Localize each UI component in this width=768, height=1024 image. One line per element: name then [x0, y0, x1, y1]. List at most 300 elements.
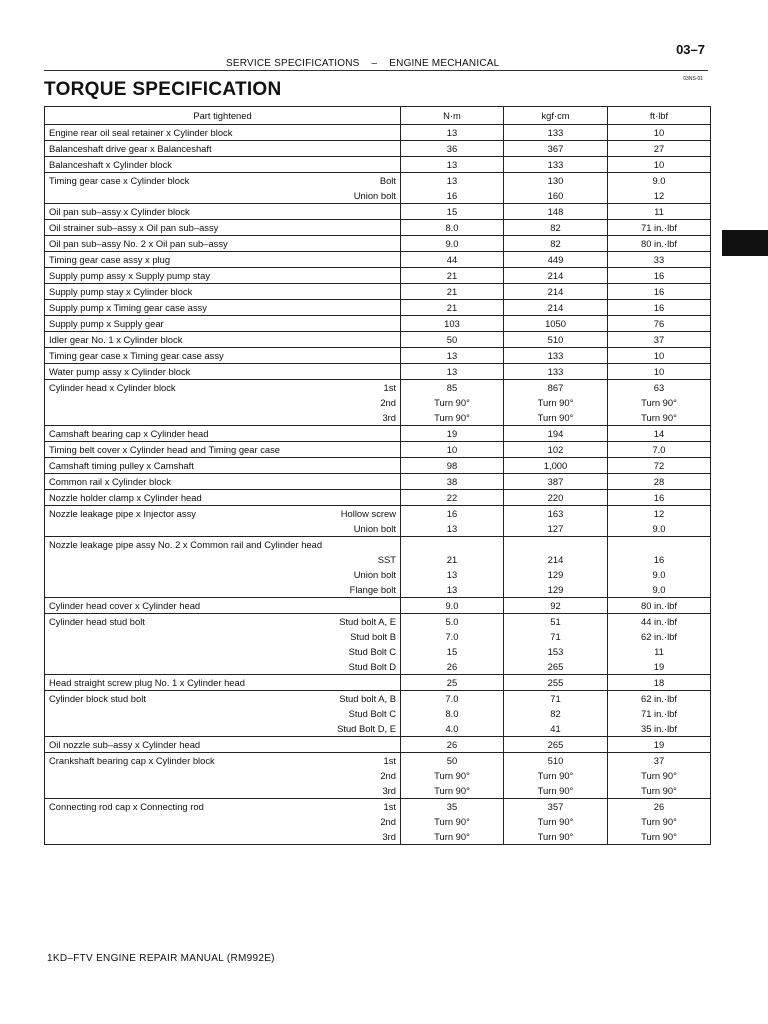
- part-cell: [45, 284, 401, 300]
- running-header: [226, 58, 499, 69]
- value-kgf-cell: [504, 364, 608, 380]
- value-nm-cell: [401, 284, 504, 300]
- value-kgf: 160: [547, 190, 564, 201]
- table-row: [45, 332, 711, 348]
- value-ftlbf: 9.0: [652, 175, 666, 186]
- value-nm-cell: [401, 537, 504, 598]
- value-nm: 21: [446, 286, 458, 297]
- part-name: Timing gear case x Cylinder block: [49, 175, 190, 186]
- value-ftlbf: 63: [653, 382, 665, 393]
- value-kgf: 153: [547, 646, 564, 657]
- part-sub-label: Stud bolt A, E: [339, 616, 396, 627]
- value-nm: 21: [446, 270, 458, 281]
- value-ftlbf: [612, 537, 706, 552]
- value-ftlbf-cell: [608, 799, 711, 845]
- value-ftlbf: 12: [653, 508, 665, 519]
- part-cell: [45, 426, 401, 442]
- table-row: [45, 300, 711, 316]
- value-kgf: 130: [547, 175, 564, 186]
- value-kgf: 220: [547, 492, 564, 503]
- value-ftlbf: 33: [653, 254, 665, 265]
- value-ftlbf-cell: [608, 220, 711, 236]
- part-name: Cylinder head cover x Cylinder head: [49, 600, 201, 611]
- part-cell: [45, 173, 401, 204]
- part-cell: [45, 691, 401, 737]
- value-nm: 16: [446, 508, 458, 519]
- part-cell: [45, 141, 401, 157]
- value-ftlbf: 72: [653, 460, 665, 471]
- value-kgf: 133: [547, 127, 564, 138]
- part-name: Balanceshaft x Cylinder block: [49, 159, 172, 170]
- part-name: Camshaft bearing cap x Cylinder head: [49, 428, 209, 439]
- section-tab-marker: [722, 230, 768, 256]
- value-ftlbf: 37: [653, 334, 665, 345]
- value-ftlbf: 16: [653, 492, 665, 503]
- part-sub-label: Stud Bolt C: [348, 646, 396, 657]
- value-nm: 25: [446, 677, 458, 688]
- part-sub-label: Stud bolt A, B: [339, 693, 396, 704]
- table-row: [45, 204, 711, 220]
- part-cell: [45, 753, 401, 799]
- value-ftlbf: 71 in.·lbf: [641, 222, 677, 233]
- value-nm: 13: [446, 159, 458, 170]
- table-row: [45, 537, 711, 598]
- table-row: [45, 675, 711, 691]
- part-cell: [45, 506, 401, 537]
- table-row: [45, 458, 711, 474]
- value-ftlbf-cell: [608, 125, 711, 141]
- value-ftlbf-cell: [608, 300, 711, 316]
- value-nm: 36: [446, 143, 458, 154]
- part-name: Camshaft timing pulley x Camshaft: [49, 460, 194, 471]
- value-nm: 13: [446, 523, 458, 534]
- value-nm: 21: [446, 554, 458, 565]
- col-header-part: Part tightened: [45, 107, 401, 125]
- value-ftlbf: 9.0: [652, 584, 666, 595]
- value-nm-cell: [401, 675, 504, 691]
- value-ftlbf: 9.0: [652, 523, 666, 534]
- value-nm: 98: [446, 460, 458, 471]
- part-sub-label: Bolt: [379, 175, 396, 186]
- part-cell: [45, 380, 401, 426]
- value-ftlbf: 80 in.·lbf: [641, 238, 677, 249]
- value-kgf: 92: [550, 600, 561, 611]
- value-kgf-cell: [504, 753, 608, 799]
- value-ftlbf-cell: [608, 364, 711, 380]
- value-ftlbf-cell: [608, 426, 711, 442]
- table-row: [45, 506, 711, 537]
- table-row: [45, 141, 711, 157]
- value-kgf-cell: [504, 332, 608, 348]
- value-ftlbf-cell: [608, 614, 711, 675]
- part-sub-label: Hollow screw: [340, 508, 396, 519]
- value-kgf-cell: [504, 598, 608, 614]
- value-nm: 85: [446, 382, 458, 393]
- value-ftlbf: 19: [653, 661, 665, 672]
- value-ftlbf: 10: [653, 350, 665, 361]
- value-ftlbf-cell: [608, 157, 711, 173]
- value-nm: [405, 537, 499, 552]
- value-kgf-cell: [504, 675, 608, 691]
- header-separator: –: [371, 58, 378, 69]
- value-ftlbf-cell: [608, 173, 711, 204]
- table-row: [45, 220, 711, 236]
- part-cell: [45, 490, 401, 506]
- value-nm-cell: [401, 252, 504, 268]
- value-ftlbf-cell: [608, 537, 711, 598]
- value-kgf-cell: [504, 125, 608, 141]
- value-nm: 26: [446, 739, 458, 750]
- value-nm-cell: [401, 753, 504, 799]
- part-cell: [45, 737, 401, 753]
- value-nm: 50: [446, 334, 458, 345]
- part-cell: [45, 799, 401, 845]
- part-sub-label: Stud Bolt C: [348, 708, 396, 719]
- value-ftlbf: 7.0: [652, 444, 666, 455]
- document-code: 03NS-01: [683, 76, 703, 82]
- table-row: [45, 364, 711, 380]
- value-nm: Turn 90°: [434, 816, 470, 827]
- part-name: Crankshaft bearing cap x Cylinder block: [49, 755, 215, 766]
- value-kgf-cell: [504, 236, 608, 252]
- part-name: Supply pump x Timing gear case assy: [49, 302, 207, 313]
- value-nm-cell: [401, 442, 504, 458]
- value-ftlbf: 16: [653, 302, 665, 313]
- value-kgf: 214: [547, 270, 564, 281]
- value-nm-cell: [401, 332, 504, 348]
- part-sub-label: 1st: [383, 382, 396, 393]
- value-ftlbf: Turn 90°: [641, 397, 677, 408]
- value-nm-cell: [401, 474, 504, 490]
- value-kgf: Turn 90°: [537, 770, 574, 781]
- value-nm: 9.0: [445, 238, 459, 249]
- value-nm: 44: [446, 254, 458, 265]
- part-sub-label: Union bolt: [353, 569, 396, 580]
- value-kgf-cell: [504, 691, 608, 737]
- part-cell: [45, 220, 401, 236]
- value-kgf-cell: [504, 490, 608, 506]
- value-kgf: 214: [547, 286, 564, 297]
- value-nm-cell: [401, 458, 504, 474]
- value-ftlbf-cell: [608, 236, 711, 252]
- part-cell: [45, 442, 401, 458]
- value-kgf: 163: [547, 508, 564, 519]
- part-cell: [45, 125, 401, 141]
- value-ftlbf: 11: [654, 206, 664, 217]
- value-kgf: 82: [550, 222, 561, 233]
- value-kgf: [508, 537, 603, 552]
- part-name: Nozzle holder clamp x Cylinder head: [49, 492, 202, 503]
- part-name: Timing gear case assy x plug: [49, 254, 171, 265]
- value-ftlbf-cell: [608, 380, 711, 426]
- value-kgf: 51: [550, 616, 561, 627]
- value-nm-cell: [401, 737, 504, 753]
- value-kgf: 133: [547, 159, 564, 170]
- value-nm: 19: [446, 428, 458, 439]
- table-row: [45, 284, 711, 300]
- part-cell: [45, 316, 401, 332]
- value-ftlbf: Turn 90°: [641, 770, 677, 781]
- value-ftlbf: 16: [653, 270, 665, 281]
- value-kgf: Turn 90°: [537, 831, 574, 842]
- value-ftlbf: 16: [653, 554, 665, 565]
- value-ftlbf: Turn 90°: [641, 412, 677, 423]
- table-row: [45, 799, 711, 845]
- col-header-kgf: kgf·cm: [504, 107, 608, 125]
- part-cell: [45, 364, 401, 380]
- value-nm: 7.0: [445, 693, 459, 704]
- value-ftlbf-cell: [608, 442, 711, 458]
- part-cell: [45, 675, 401, 691]
- value-nm: 10: [446, 444, 458, 455]
- part-sub-label: Union bolt: [353, 523, 396, 534]
- value-kgf-cell: [504, 614, 608, 675]
- value-ftlbf: 16: [653, 286, 665, 297]
- table-row: [45, 316, 711, 332]
- table-row: [45, 125, 711, 141]
- value-nm-cell: [401, 598, 504, 614]
- part-sub-label: Union bolt: [353, 190, 396, 201]
- value-nm-cell: [401, 426, 504, 442]
- part-sub-label: Stud bolt B: [350, 631, 396, 642]
- part-cell: [45, 252, 401, 268]
- value-nm: 8.0: [445, 708, 459, 719]
- value-nm: 38: [446, 476, 458, 487]
- value-nm: 21: [446, 302, 458, 313]
- value-ftlbf-cell: [608, 675, 711, 691]
- value-ftlbf-cell: [608, 284, 711, 300]
- part-cell: [45, 458, 401, 474]
- value-nm: 13: [446, 366, 458, 377]
- value-kgf-cell: [504, 348, 608, 364]
- value-kgf-cell: [504, 474, 608, 490]
- part-name: Balanceshaft drive gear x Balanceshaft: [49, 143, 212, 154]
- value-nm: 9.0: [445, 600, 459, 611]
- value-nm: 26: [446, 661, 458, 672]
- value-kgf: 71: [550, 693, 561, 704]
- value-ftlbf: 37: [653, 755, 665, 766]
- part-name: Timing belt cover x Cylinder head and Timing gear case: [49, 444, 281, 455]
- table-row: [45, 236, 711, 252]
- value-kgf-cell: [504, 426, 608, 442]
- part-sub-label: 3rd: [382, 785, 396, 796]
- part-cell: [45, 204, 401, 220]
- col-header-ft: ft·lbf: [608, 107, 711, 125]
- table-row: [45, 173, 711, 204]
- part-name: Oil strainer sub–assy x Oil pan sub–assy: [49, 222, 219, 233]
- value-kgf: 127: [547, 523, 564, 534]
- part-name: Supply pump x Supply gear: [49, 318, 164, 329]
- value-kgf: 867: [547, 382, 564, 393]
- value-kgf: 214: [547, 554, 564, 565]
- part-name: Head straight screw plug No. 1 x Cylinder head: [49, 677, 245, 688]
- value-kgf-cell: [504, 300, 608, 316]
- value-nm: 5.0: [445, 616, 459, 627]
- part-cell: [45, 474, 401, 490]
- value-kgf: 1050: [545, 318, 566, 329]
- part-name: Cylinder head stud bolt: [49, 616, 145, 627]
- value-kgf: 387: [547, 476, 564, 487]
- value-ftlbf: 44 in.·lbf: [641, 616, 677, 627]
- part-cell: [45, 300, 401, 316]
- value-nm: Turn 90°: [434, 785, 470, 796]
- part-name: Cylinder head x Cylinder block: [49, 382, 176, 393]
- table-row: [45, 348, 711, 364]
- value-nm-cell: [401, 364, 504, 380]
- value-kgf: 255: [547, 677, 564, 688]
- value-nm-cell: [401, 490, 504, 506]
- value-ftlbf: 35 in.·lbf: [641, 723, 677, 734]
- table-row: [45, 598, 711, 614]
- part-cell: [45, 598, 401, 614]
- value-kgf: 194: [547, 428, 564, 439]
- value-nm: 15: [446, 206, 458, 217]
- value-ftlbf-cell: [608, 458, 711, 474]
- part-name: Oil pan sub–assy x Cylinder block: [49, 206, 190, 217]
- value-nm-cell: [401, 268, 504, 284]
- part-name: Oil pan sub–assy No. 2 x Oil pan sub–assy: [49, 238, 228, 249]
- value-ftlbf-cell: [608, 474, 711, 490]
- part-cell: [45, 268, 401, 284]
- part-name: Supply pump stay x Cylinder block: [49, 286, 193, 297]
- value-ftlbf: 62 in.·lbf: [641, 693, 677, 704]
- value-nm-cell: [401, 204, 504, 220]
- part-name: Nozzle leakage pipe x Injector assy: [49, 508, 196, 519]
- value-ftlbf: 14: [653, 428, 665, 439]
- table-row: [45, 691, 711, 737]
- value-nm: 4.0: [445, 723, 459, 734]
- value-nm: 8.0: [445, 222, 459, 233]
- value-kgf: 71: [550, 631, 561, 642]
- value-kgf: 510: [547, 334, 564, 345]
- part-cell: [45, 236, 401, 252]
- value-kgf-cell: [504, 458, 608, 474]
- value-kgf-cell: [504, 380, 608, 426]
- part-sub-label: 3rd: [382, 831, 396, 842]
- value-kgf: 102: [547, 444, 564, 455]
- value-kgf-cell: [504, 252, 608, 268]
- value-kgf-cell: [504, 173, 608, 204]
- value-kgf: 367: [547, 143, 564, 154]
- value-nm-cell: [401, 141, 504, 157]
- part-sub-label: 2nd: [380, 770, 396, 781]
- value-ftlbf: 18: [653, 677, 665, 688]
- value-nm-cell: [401, 236, 504, 252]
- value-kgf: 82: [550, 238, 561, 249]
- table-header-row: [45, 107, 711, 125]
- part-sub-label: SST: [377, 554, 396, 565]
- value-ftlbf: 9.0: [652, 569, 666, 580]
- value-nm-cell: [401, 691, 504, 737]
- part-name: Idler gear No. 1 x Cylinder block: [49, 334, 183, 345]
- value-kgf: 265: [547, 739, 564, 750]
- value-nm: 13: [446, 350, 458, 361]
- value-nm-cell: [401, 173, 504, 204]
- value-ftlbf: 28: [653, 476, 665, 487]
- value-ftlbf-cell: [608, 204, 711, 220]
- value-kgf: Turn 90°: [537, 785, 574, 796]
- value-ftlbf-cell: [608, 737, 711, 753]
- table-row: [45, 490, 711, 506]
- part-sub-label: Stud Bolt D: [348, 661, 396, 672]
- value-kgf-cell: [504, 506, 608, 537]
- value-kgf-cell: [504, 220, 608, 236]
- value-nm-cell: [401, 506, 504, 537]
- value-ftlbf: 27: [653, 143, 665, 154]
- part-name: Timing gear case x Timing gear case assy: [49, 350, 224, 361]
- value-ftlbf: 71 in.·lbf: [641, 708, 677, 719]
- value-nm-cell: [401, 157, 504, 173]
- part-name: Nozzle leakage pipe assy No. 2 x Common rail and Cylinder head: [49, 539, 323, 550]
- value-kgf-cell: [504, 442, 608, 458]
- part-sub-label: Flange bolt: [349, 584, 396, 595]
- value-kgf-cell: [504, 737, 608, 753]
- part-name: Engine rear oil seal retainer x Cylinder block: [49, 127, 233, 138]
- value-kgf: Turn 90°: [537, 816, 574, 827]
- value-kgf: 82: [550, 708, 561, 719]
- value-nm: 16: [446, 190, 458, 201]
- value-ftlbf-cell: [608, 141, 711, 157]
- value-kgf: 449: [547, 254, 564, 265]
- value-kgf: 129: [547, 584, 564, 595]
- part-sub-label: Stud Bolt D, E: [337, 723, 396, 734]
- page-number: 03–7: [676, 42, 705, 57]
- part-cell: [45, 537, 401, 598]
- value-nm-cell: [401, 300, 504, 316]
- part-cell: [45, 157, 401, 173]
- value-nm-cell: [401, 220, 504, 236]
- value-ftlbf: 11: [654, 646, 664, 657]
- part-sub-label: 3rd: [382, 412, 396, 423]
- value-nm: 103: [444, 318, 460, 329]
- value-nm: 22: [446, 492, 458, 503]
- value-nm: Turn 90°: [434, 831, 470, 842]
- value-nm-cell: [401, 614, 504, 675]
- value-nm: 13: [446, 584, 458, 595]
- value-ftlbf: 12: [653, 190, 665, 201]
- value-kgf: 265: [547, 661, 564, 672]
- value-kgf: Turn 90°: [537, 412, 574, 423]
- value-kgf: 133: [547, 350, 564, 361]
- part-cell: [45, 614, 401, 675]
- value-ftlbf-cell: [608, 490, 711, 506]
- table-row: [45, 753, 711, 799]
- table-row: [45, 380, 711, 426]
- part-cell: [45, 332, 401, 348]
- subsection-name: ENGINE MECHANICAL: [389, 58, 500, 69]
- value-kgf-cell: [504, 268, 608, 284]
- part-sub-label: 2nd: [380, 397, 396, 408]
- manual-footer: 1KD–FTV ENGINE REPAIR MANUAL (RM992E): [47, 953, 275, 964]
- table-row: [45, 474, 711, 490]
- value-kgf: 41: [550, 723, 561, 734]
- value-nm: 15: [446, 646, 458, 657]
- value-ftlbf: 76: [653, 318, 665, 329]
- value-kgf: 214: [547, 302, 564, 313]
- table-row: [45, 614, 711, 675]
- part-sub-label: 2nd: [380, 816, 396, 827]
- value-kgf: 510: [547, 755, 564, 766]
- value-kgf-cell: [504, 157, 608, 173]
- part-cell: [45, 348, 401, 364]
- value-ftlbf: 62 in.·lbf: [641, 631, 677, 642]
- value-ftlbf: 10: [653, 366, 665, 377]
- value-ftlbf-cell: [608, 753, 711, 799]
- table-row: [45, 157, 711, 173]
- value-ftlbf: 26: [653, 801, 665, 812]
- value-ftlbf: 80 in.·lbf: [641, 600, 677, 611]
- part-name: Cylinder block stud bolt: [49, 693, 146, 704]
